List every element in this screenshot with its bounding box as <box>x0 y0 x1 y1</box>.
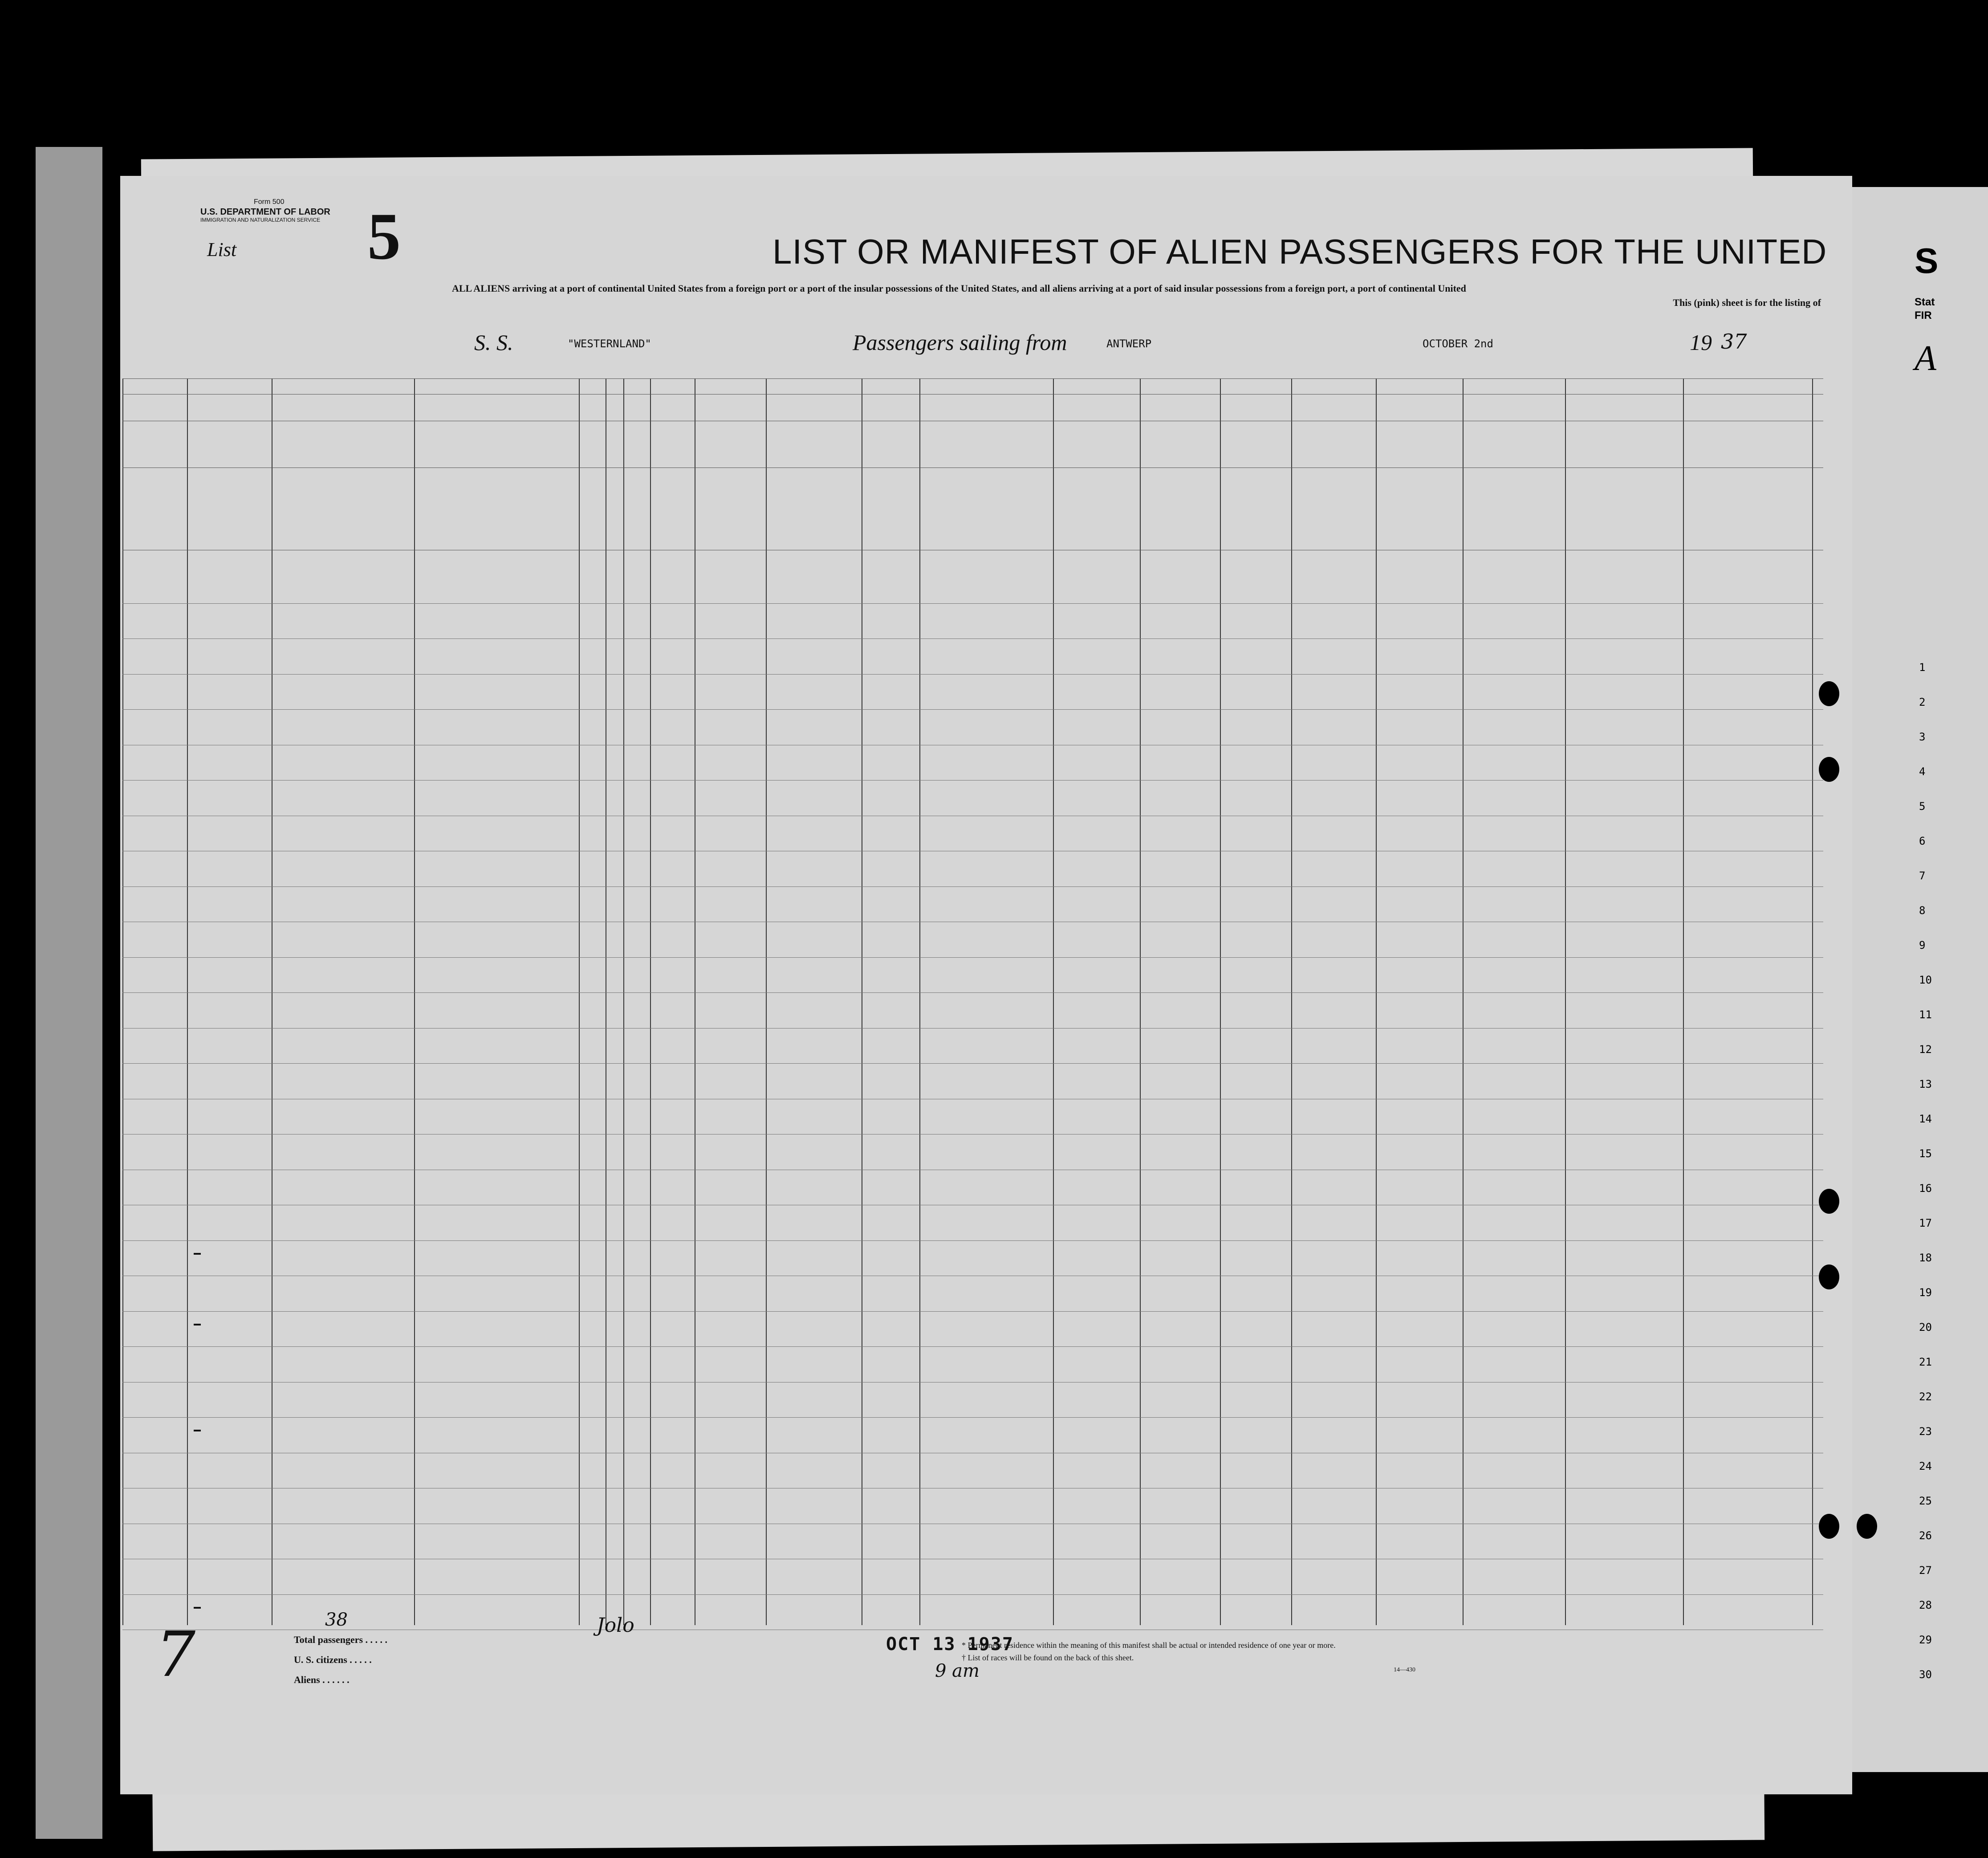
column-rule <box>122 378 123 1625</box>
adjacent-row-number: 18 <box>1919 1252 1932 1264</box>
adjacent-row-number: 5 <box>1919 800 1926 813</box>
manifest-subtitle: ALL ALIENS arriving at a port of continental United States from a foreign port or a port of the insular possessions of the United States, and all aliens arriving at a port of said insular possessions from a foreign port, a port of continental United <box>452 283 1466 294</box>
ship-name: "WESTERNLAND" <box>568 337 651 350</box>
punch-hole <box>1819 1514 1839 1539</box>
column-rule <box>414 378 415 1625</box>
adjacent-row-number: 23 <box>1919 1425 1932 1438</box>
adjacent-row-number: 11 <box>1919 1008 1932 1021</box>
row-rule <box>122 957 1823 958</box>
races-footnote: † List of races will be found on the back of this sheet. <box>962 1653 1134 1662</box>
column-rule <box>1683 378 1684 1625</box>
total-passengers-label: Total passengers . . . . . <box>294 1634 388 1645</box>
column-rule <box>1565 378 1566 1625</box>
row-rule <box>122 674 1823 675</box>
row-rule <box>122 1417 1823 1418</box>
column-rule <box>187 378 188 1625</box>
handwritten-time: 9 am <box>935 1661 980 1681</box>
adjacent-row-number: 3 <box>1919 731 1926 743</box>
adjacent-row-number: 22 <box>1919 1390 1932 1403</box>
punch-hole <box>1819 681 1839 706</box>
port-of-departure: ANTWERP <box>1106 337 1152 350</box>
adjacent-row-number: 7 <box>1919 870 1926 882</box>
column-rule <box>579 378 580 1625</box>
column-rule <box>1220 378 1221 1625</box>
column-rule <box>1053 378 1054 1625</box>
punch-hole <box>1819 1264 1839 1289</box>
department: U.S. DEPARTMENT OF LABOR <box>200 207 330 217</box>
list-number: 5 <box>367 199 401 273</box>
adjacent-row-number: 4 <box>1919 765 1926 778</box>
year-prefix: 19 <box>1690 330 1712 355</box>
manifest-sheet <box>120 176 1852 1794</box>
punch-hole <box>1819 1189 1839 1214</box>
head-tax-status <box>194 1607 201 1609</box>
adjacent-title-fragment: S <box>1915 241 1939 281</box>
column-rule <box>1463 378 1464 1625</box>
adjacent-row-number: 1 <box>1919 661 1926 674</box>
adjacent-row-number: 30 <box>1919 1668 1932 1681</box>
adjacent-row-number: 6 <box>1919 835 1926 847</box>
manifest-title: LIST OR MANIFEST OF ALIEN PASSENGERS FOR THE UNITED <box>772 232 1827 271</box>
adjacent-row-number: 20 <box>1919 1321 1932 1334</box>
column-rule <box>1376 378 1377 1625</box>
adjacent-row-number: 26 <box>1919 1529 1932 1542</box>
manifest-table <box>120 176 1852 1794</box>
head-tax-status <box>194 1324 201 1325</box>
column-rule <box>1812 378 1813 1625</box>
adjacent-row-number: 13 <box>1919 1078 1932 1090</box>
handwritten-count: 38 <box>325 1610 348 1630</box>
departure-date: OCTOBER 2nd <box>1423 337 1493 350</box>
punch-hole <box>1819 757 1839 782</box>
column-rule <box>766 378 767 1625</box>
residence-footnote: * Permanent residence within the meaning of this manifest shall be actual or intended residence of one year or more. <box>962 1641 1336 1650</box>
adjacent-row-number: 16 <box>1919 1182 1932 1195</box>
date-stamp: OCT 13 1937 <box>886 1634 1014 1655</box>
pink-sheet-note: This (pink) sheet is for the listing of <box>1673 297 1821 308</box>
adjacent-line-1: Stat <box>1915 296 1935 308</box>
column-rule <box>919 378 920 1625</box>
adjacent-row-number: 24 <box>1919 1460 1932 1472</box>
adjacent-row-number: 14 <box>1919 1113 1932 1125</box>
row-rule <box>122 1311 1823 1312</box>
adjacent-row-number: 2 <box>1919 696 1926 708</box>
adjacent-row-number: 19 <box>1919 1286 1932 1299</box>
service-name: IMMIGRATION AND NATURALIZATION SERVICE <box>200 217 321 223</box>
head-tax-status <box>194 1430 201 1431</box>
header-rule <box>122 378 1823 379</box>
row-rule <box>122 603 1823 604</box>
adjacent-line-2: FIR <box>1915 309 1932 321</box>
adjacent-row-number: 12 <box>1919 1043 1932 1056</box>
column-rule <box>650 378 651 1625</box>
adjacent-row-number: 10 <box>1919 974 1932 986</box>
row-rule <box>122 886 1823 887</box>
row-rule <box>122 1063 1823 1064</box>
handwritten-mark: 7 <box>156 1618 196 1691</box>
row-rule <box>122 1594 1823 1595</box>
adjacent-row-number: 29 <box>1919 1634 1932 1646</box>
column-rule <box>1140 378 1141 1625</box>
adjacent-row-number: 15 <box>1919 1147 1932 1160</box>
adjacent-row-number: 17 <box>1919 1217 1932 1229</box>
adjacent-row-number: 28 <box>1919 1599 1932 1611</box>
form-number: Form 500 <box>254 198 285 206</box>
row-rule <box>122 780 1823 781</box>
adjacent-row-number: 21 <box>1919 1356 1932 1368</box>
adjacent-a: A <box>1915 339 1936 378</box>
adjacent-row-number: 8 <box>1919 904 1926 917</box>
handwritten-signature: Jolo <box>597 1614 634 1637</box>
row-rule <box>122 1240 1823 1241</box>
adjacent-row-number: 25 <box>1919 1495 1932 1507</box>
sailing-from-label: Passengers sailing from <box>853 330 1067 355</box>
aliens-label: Aliens . . . . . . <box>294 1674 350 1685</box>
punch-hole <box>1857 1514 1877 1539</box>
row-rule <box>122 992 1823 993</box>
us-citizens-label: U. S. citizens . . . . . <box>294 1654 372 1665</box>
column-rule <box>623 378 624 1625</box>
adjacent-row-numbers <box>1919 650 1932 1692</box>
row-rule <box>122 709 1823 710</box>
row-rule <box>122 1346 1823 1347</box>
row-rule <box>122 1028 1823 1029</box>
print-code: 14—430 <box>1394 1667 1415 1673</box>
list-label: List <box>207 239 237 260</box>
adjacent-row-number: 9 <box>1919 939 1926 951</box>
ss-label: S. S. <box>474 330 513 355</box>
adjacent-row-number: 27 <box>1919 1564 1932 1577</box>
column-rule <box>1291 378 1292 1625</box>
year-suffix: 37 <box>1721 329 1747 354</box>
left-page-edge <box>36 147 102 1839</box>
row-rule <box>122 638 1823 639</box>
head-tax-status <box>194 1253 201 1255</box>
